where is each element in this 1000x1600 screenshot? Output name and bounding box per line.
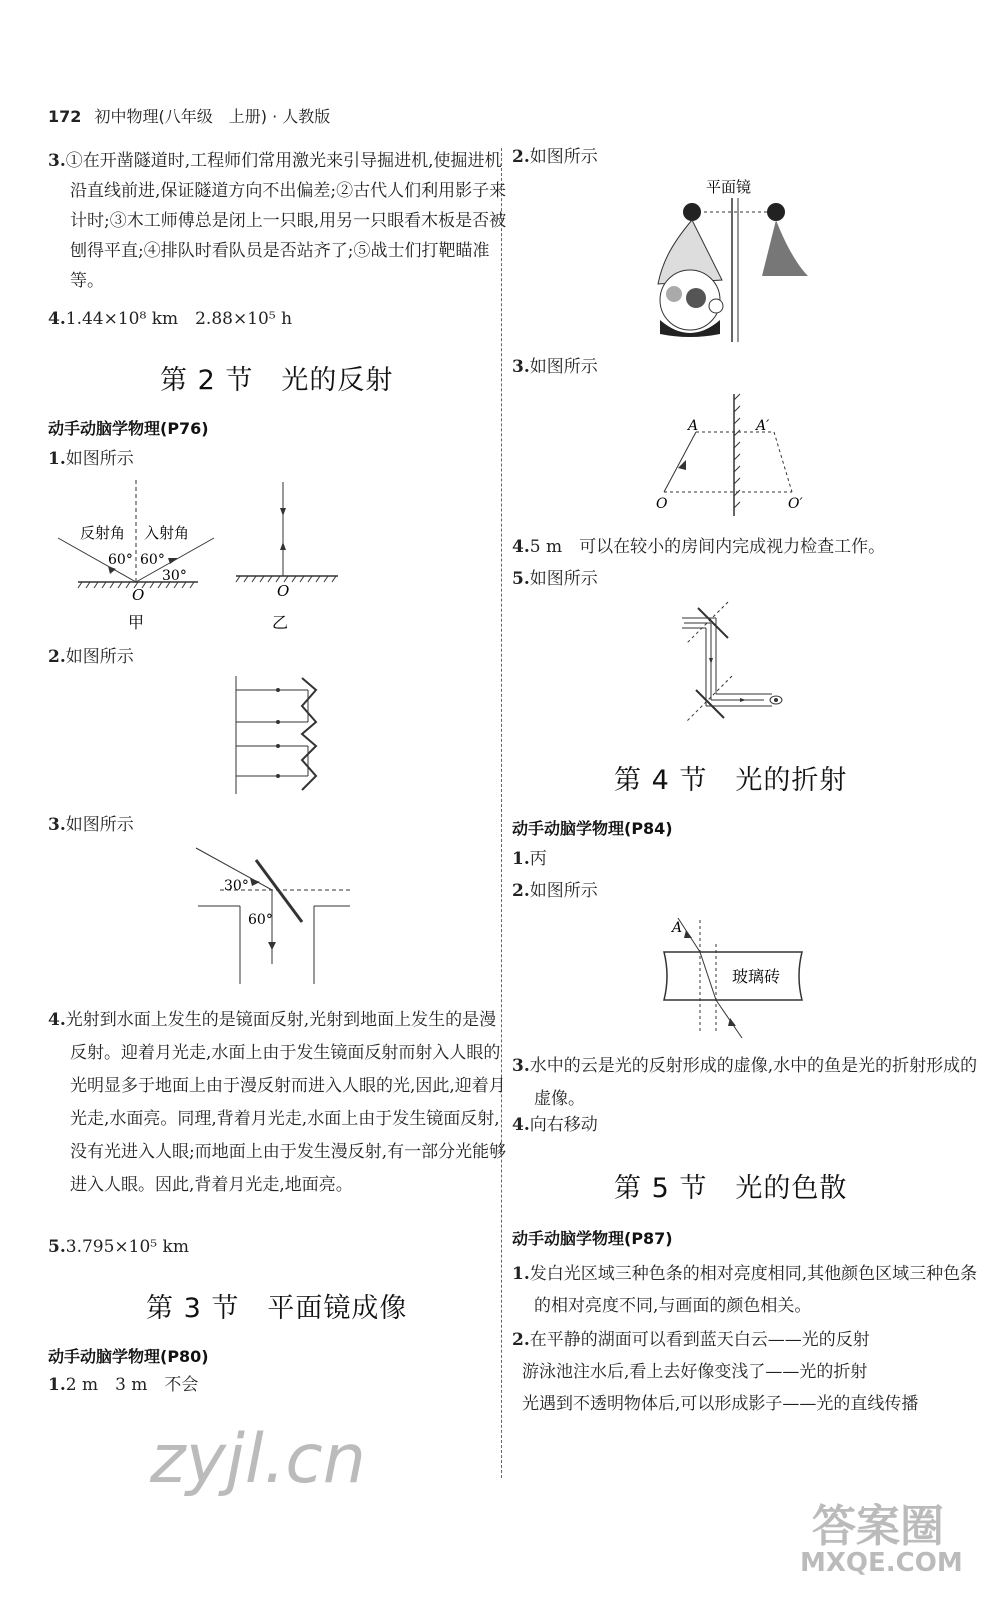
corner-reflector-figure [220, 670, 340, 800]
s5-answer-2: 2.在平静的湖面可以看到蓝天白云——光的反射 游泳池注水后,看上去好像变浅了——光的折射 光遇到不透明物体后,可以形成影子——光的直线传播 [512, 1330, 919, 1414]
book-title: 初中物理(八年级 上册) · 人教版 [94, 107, 331, 126]
section-3-title: 第 3 节 平面镜成像 [146, 1293, 408, 1324]
answer-3: 3.①在开凿隧道时,工程师们常用激光来引导掘进机,使掘进机沿直线前进,保证隧道方向不出偏差;②古代人们利用影子来计时;③木工师傅总是闭上一只眼,用另一只眼看木板是否被刨得平直;④排队时看队员是否站齐了;⑤战士们打靶瞄准等。 [48, 151, 507, 291]
clown-mirror-figure [640, 176, 820, 346]
svg-text:O: O [277, 582, 290, 600]
section-4-title: 第 4 节 光的折射 [614, 765, 848, 796]
svg-text:60°: 60° [248, 912, 273, 928]
answer-4: 4.1.44×10⁸ km 2.88×10⁵ h [48, 309, 293, 329]
page-number: 172 [48, 107, 82, 126]
page-header [48, 104, 330, 127]
svg-text:O′: O′ [788, 496, 803, 512]
glass-brick-figure [656, 910, 816, 1040]
mirror-angle-figure [190, 842, 360, 992]
s4-answer-2: 2.如图所示 [512, 881, 598, 901]
svg-text:A′: A′ [756, 418, 770, 434]
svg-text:乙: 乙 [272, 613, 289, 632]
s2-answer-1: 1.如图所示 [48, 449, 134, 469]
s4-answer-1: 1.丙 [512, 849, 547, 869]
s2-answer-3: 3.如图所示 [48, 815, 134, 835]
periscope-figure [676, 598, 796, 728]
s2-answer-4: 4.光射到水面上发生的是镜面反射,光射到地面上发生的是漫反射。迎着月光走,水面上由于发生镜面反射而射入人眼的光明显多于地面上由于漫反射而进入人眼的光,因此,迎着月光走,水面亮。同理,背着月光走,水面上由于发生镜面反射,没有光进入人眼;而地面上由于发生漫反射,有一部分光能够进入人眼。因此,背着月光走,地面亮。 [48, 1010, 507, 1195]
svg-text:玻璃砖: 玻璃砖 [732, 967, 781, 986]
r-answer-2: 2.如图所示 [512, 147, 598, 167]
section-5-subtitle: 动手动脑学物理(P87) [512, 1229, 673, 1248]
watermark-right-bottom: MXQE.COM [800, 1548, 963, 1578]
column-divider [501, 148, 502, 1478]
section-5-title: 第 5 节 光的色散 [614, 1173, 848, 1204]
s4-answer-4: 4.向右移动 [512, 1115, 598, 1135]
section-3-subtitle: 动手动脑学物理(P80) [48, 1347, 209, 1366]
svg-text:60°: 60° [140, 552, 165, 568]
svg-text:A: A [688, 418, 699, 434]
s2-answer-5: 5.3.795×10⁵ km [48, 1237, 189, 1257]
section-2-title: 第 2 节 光的反射 [160, 365, 394, 396]
r-answer-5: 5.如图所示 [512, 569, 598, 589]
svg-text:O: O [656, 496, 668, 512]
svg-text:O: O [132, 586, 145, 604]
s5-answer-1: 1.发白光区域三种色条的相对亮度相同,其他颜色区域三种色条的相对亮度不同,与画面的颜色相关。 [512, 1264, 978, 1316]
r-answer-3: 3.如图所示 [512, 357, 598, 377]
s3-answer-1: 1.2 m 3 m 不会 [48, 1375, 199, 1395]
plane-mirror-image-figure [652, 390, 822, 520]
svg-text:30°: 30° [224, 878, 249, 894]
watermark-right-top: 答案圈 [812, 1501, 944, 1552]
label-reflect-angle: 反射角 [80, 524, 126, 542]
s4-answer-3: 3.水中的云是光的反射形成的虚像,水中的鱼是光的折射形成的虚像。 [512, 1056, 978, 1109]
svg-text:甲: 甲 [128, 613, 145, 632]
svg-text:30°: 30° [162, 568, 187, 584]
reflection-figure-jia-yi [48, 478, 348, 638]
svg-text:A: A [672, 920, 683, 936]
svg-text:平面镜: 平面镜 [706, 178, 752, 196]
r-answer-4: 4.5 m 可以在较小的房间内完成视力检查工作。 [512, 537, 886, 557]
s2-answer-2: 2.如图所示 [48, 647, 134, 667]
section-2-subtitle: 动手动脑学物理(P76) [48, 419, 209, 438]
watermark-left: zyjl.cn [150, 1420, 366, 1499]
svg-text:60°: 60° [108, 552, 133, 568]
label-incident-angle: 入射角 [144, 524, 190, 542]
section-4-subtitle: 动手动脑学物理(P84) [512, 819, 673, 838]
